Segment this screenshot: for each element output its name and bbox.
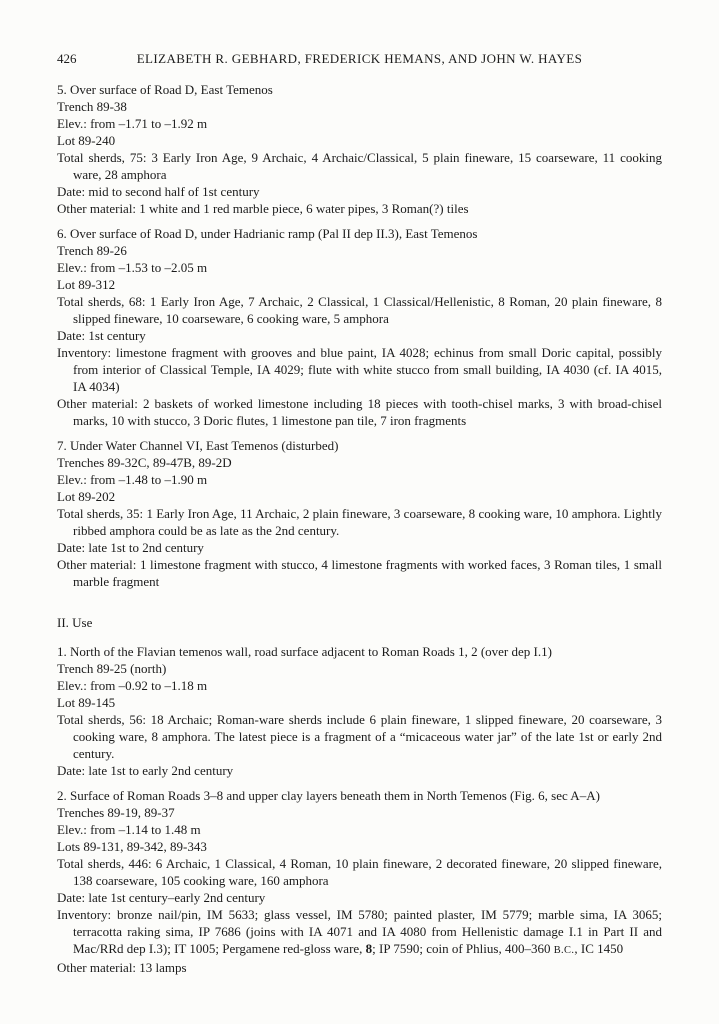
entry-detail-line bbox=[57, 855, 662, 889]
entry-detail-line bbox=[57, 344, 662, 395]
entry-title bbox=[57, 643, 662, 660]
text-run: Other material: 13 lamps bbox=[57, 960, 187, 975]
page-header bbox=[57, 50, 662, 67]
entry-title-text: North of the Flavian temenos wall, road surface adjacent to Roman Roads 1, 2 (over dep I.1) bbox=[66, 644, 552, 659]
text-run: Total sherds, 68: 1 Early Iron Age, 7 Archaic, 2 Classical, 1 Classical/Hellenistic, 8 Roman, 20 plain fineware, 8 slipped fineware, 10 coarseware, 6 cooking ware, 5 amphora bbox=[57, 294, 662, 326]
entry-detail-line bbox=[57, 98, 662, 115]
entry-detail-line bbox=[57, 505, 662, 539]
entry-detail-line bbox=[57, 488, 662, 505]
catalog-section bbox=[57, 81, 662, 590]
text-run: Date: late 1st century–early 2nd century bbox=[57, 890, 266, 905]
text-run: Total sherds, 56: 18 Archaic; Roman-ware sherds include 6 plain fineware, 1 slipped fineware, 20 coarseware, 3 cooking ware, 8 amphora. The latest piece is a fragment of a “micaceous water jar” of the late 1st or early 2nd century. bbox=[57, 712, 662, 761]
text-run: Trenches 89-32C, 89-47B, 89-2D bbox=[57, 455, 232, 470]
entry-detail-line bbox=[57, 762, 662, 779]
entry-detail-line bbox=[57, 242, 662, 259]
entry-detail-line bbox=[57, 959, 662, 976]
text-run: ; IP 7590; coin of Phlius, 400–360 bbox=[372, 941, 554, 956]
catalog-entry bbox=[57, 81, 662, 217]
entry-detail-line bbox=[57, 889, 662, 906]
text-run: Total sherds, 35: 1 Early Iron Age, 11 Archaic, 2 plain fineware, 3 coarseware, 8 cooking ware, 10 amphora. Lightly ribbed amphora could be as late as the 2nd century. bbox=[57, 506, 662, 538]
entry-detail-line bbox=[57, 694, 662, 711]
text-run: Lot 89-202 bbox=[57, 489, 116, 504]
text-run: Date: 1st century bbox=[57, 328, 146, 343]
entry-detail-line bbox=[57, 906, 662, 959]
entry-detail-line bbox=[57, 556, 662, 590]
text-run: Lot 89-240 bbox=[57, 133, 116, 148]
entry-detail-line bbox=[57, 149, 662, 183]
entry-detail-line bbox=[57, 677, 662, 694]
text-run: Lot 89-145 bbox=[57, 695, 116, 710]
entry-detail-line bbox=[57, 293, 662, 327]
text-run: Elev.: from –1.14 to 1.48 m bbox=[57, 822, 201, 837]
section-entries bbox=[57, 81, 662, 590]
section-heading: II. Use bbox=[57, 615, 93, 630]
text-run: Date: late 1st to early 2nd century bbox=[57, 763, 234, 778]
text-run: Elev.: from –1.53 to –2.05 m bbox=[57, 260, 208, 275]
entry-title bbox=[57, 787, 662, 804]
entry-number: 7. bbox=[57, 438, 67, 453]
entry-detail-line bbox=[57, 804, 662, 821]
entry-title-text: Over surface of Road D, under Hadrianic ramp (Pal II dep II.3), East Temenos bbox=[66, 226, 478, 241]
entry-detail-line bbox=[57, 471, 662, 488]
entry-detail-line bbox=[57, 539, 662, 556]
entry-detail-line bbox=[57, 115, 662, 132]
entry-detail-line bbox=[57, 132, 662, 149]
catalog-entry bbox=[57, 643, 662, 779]
entry-title bbox=[57, 437, 662, 454]
entry-title-text: Surface of Roman Roads 3–8 and upper clay layers beneath them in North Temenos (Fig. 6, sec A–A) bbox=[66, 788, 600, 803]
document-sections bbox=[57, 81, 662, 976]
entry-title-text: Over surface of Road D, East Temenos bbox=[66, 82, 273, 97]
text-run: Total sherds, 75: 3 Early Iron Age, 9 Archaic, 4 Archaic/Classical, 5 plain fineware, 15 coarseware, 11 cooking ware, 28 amphora bbox=[57, 150, 662, 182]
entry-number: 1. bbox=[57, 644, 67, 659]
text-run: Elev.: from –0.92 to –1.18 m bbox=[57, 678, 208, 693]
entry-detail-line bbox=[57, 711, 662, 762]
entry-detail-line bbox=[57, 200, 662, 217]
entry-title bbox=[57, 81, 662, 98]
text-run: Date: late 1st to 2nd century bbox=[57, 540, 204, 555]
entry-number: 6. bbox=[57, 226, 67, 241]
text-run: Elev.: from –1.71 to –1.92 m bbox=[57, 116, 208, 131]
text-run: Trench 89-25 (north) bbox=[57, 661, 167, 676]
entry-number: 2. bbox=[57, 788, 67, 803]
catalog-section bbox=[57, 614, 662, 976]
text-run: Other material: 2 baskets of worked limestone including 18 pieces with tooth-chisel marks, 3 with broad-chisel marks, 10 with stucco, 3 Doric flutes, 1 limestone pan tile, 7 iron fragments bbox=[57, 396, 662, 428]
text-run: Total sherds, 446: 6 Archaic, 1 Classical, 4 Roman, 10 plain fineware, 2 decorated fineware, 20 slipped fineware, 138 coarseware, 105 cooking ware, 160 amphora bbox=[57, 856, 662, 888]
entry-detail-line bbox=[57, 660, 662, 677]
text-run: Inventory: limestone fragment with grooves and blue paint, IA 4028; echinus from small Doric capital, possibly from interior of Classical Temple, IA 4029; flute with white stucco from small building, IA 4030 (cf. IA 4015, IA 4034) bbox=[57, 345, 662, 394]
entry-number: 5. bbox=[57, 82, 67, 97]
text-run: Lot 89-312 bbox=[57, 277, 116, 292]
entry-detail-line bbox=[57, 183, 662, 200]
catalog-entry bbox=[57, 437, 662, 590]
entry-detail-line bbox=[57, 838, 662, 855]
text-run: B.C. bbox=[553, 945, 575, 956]
text-run: Inventory: bronze nail/pin, IM 5633; glass vessel, IM 5780; painted plaster, IM 5779; marble sima, IA 3065; terracotta raking sima, IP 7686 (joins with IA 4071 and IA 4080 from Hellenistic damage I.1 in Part II and Mac/RRd dep I.3); IT 1005; Pergamene red-gloss ware, bbox=[57, 907, 662, 956]
entry-detail-line bbox=[57, 259, 662, 276]
catalog-entry bbox=[57, 787, 662, 976]
entry-detail-line bbox=[57, 276, 662, 293]
entry-title bbox=[57, 225, 662, 242]
text-run: Other material: 1 white and 1 red marble piece, 6 water pipes, 3 Roman(?) tiles bbox=[57, 201, 469, 216]
text-run: Trench 89-38 bbox=[57, 99, 127, 114]
page-number: 426 bbox=[57, 51, 77, 66]
text-run: 8 bbox=[365, 941, 373, 956]
text-run: Trench 89-26 bbox=[57, 243, 127, 258]
section-entries bbox=[57, 643, 662, 976]
entry-detail-line bbox=[57, 327, 662, 344]
entry-detail-line bbox=[57, 454, 662, 471]
entry-title-text: Under Water Channel VI, East Temenos (disturbed) bbox=[66, 438, 339, 453]
running-title: ELIZABETH R. GEBHARD, FREDERICK HEMANS, AND JOHN W. HAYES bbox=[136, 51, 583, 66]
text-run: Other material: 1 limestone fragment with stucco, 4 limestone fragments with worked faces, 3 Roman tiles, 1 small marble fragment bbox=[57, 557, 662, 589]
entry-detail-line bbox=[57, 821, 662, 838]
text-run: Trenches 89-19, 89-37 bbox=[57, 805, 175, 820]
catalog-entry bbox=[57, 225, 662, 429]
text-run: , IC 1450 bbox=[574, 941, 624, 956]
text-run: Elev.: from –1.48 to –1.90 m bbox=[57, 472, 208, 487]
text-run: Date: mid to second half of 1st century bbox=[57, 184, 260, 199]
text-run: Lots 89-131, 89-342, 89-343 bbox=[57, 839, 207, 854]
entry-detail-line bbox=[57, 395, 662, 429]
